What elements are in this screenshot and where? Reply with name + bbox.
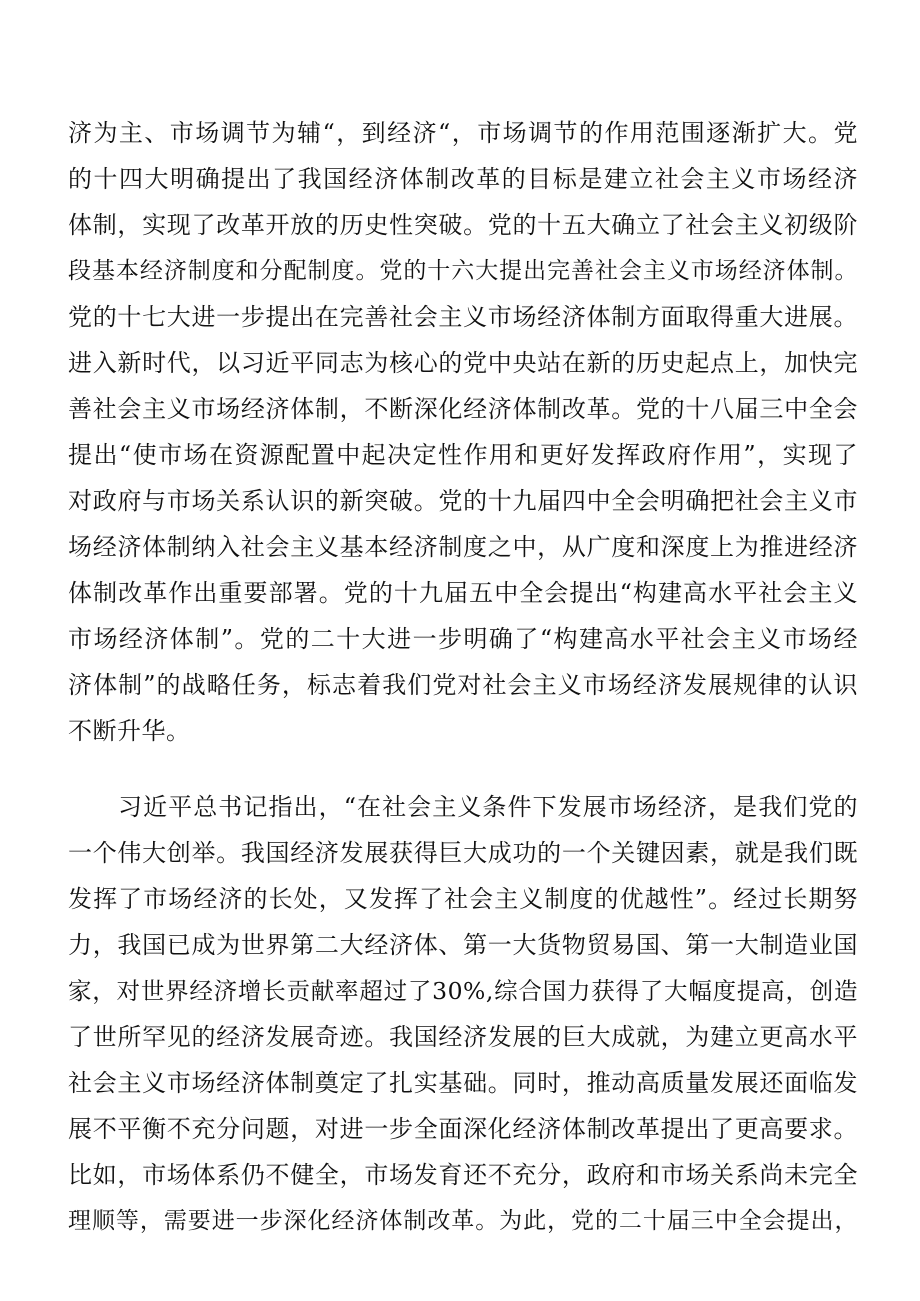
text-line: 家，对世界经济增长贡献率超过了30%,综合国力获得了大幅度提高，创造 <box>68 977 858 1005</box>
text-line: 场经济体制纳入社会主义基本经济制度之中，从广度和深度上为推进经济 <box>68 533 858 561</box>
text-line: 了世所罕见的经济发展奇迹。我国经济发展的巨大成就，为建立更高水平 <box>68 1023 858 1051</box>
text-line: 济为主、市场调节为辅“，到经济“，市场调节的作用范围逐渐扩大。党 <box>68 119 858 147</box>
text-line: 力，我国已成为世界第二大经济体、第一大货物贸易国、第一大制造业国 <box>68 931 858 959</box>
text-line: 段基本经济制度和分配制度。党的十六大提出完善社会主义市场经济体制。 <box>68 258 858 284</box>
text-line: 进入新时代，以习近平同志为核心的党中央站在新的历史起点上，加快完 <box>68 349 858 377</box>
text-line: 体制，实现了改革开放的历史性突破。党的十五大确立了社会主义初级阶 <box>68 211 858 239</box>
text-line: 理顺等，需要进一步深化经济体制改革。为此，党的二十届三中全会提出， <box>68 1208 858 1234</box>
text-line: 市场经济体制”。党的二十大进一步明确了“构建高水平社会主义市场经 <box>68 625 858 653</box>
text-line: 提出“使市场在资源配置中起决定性作用和更好发挥政府作用”，实现了 <box>68 441 858 469</box>
text-line: 一个伟大创举。我国经济发展获得巨大成功的一个关键因素，就是我们既 <box>68 839 858 867</box>
document-body <box>68 110 858 1244</box>
text-line: 发挥了市场经济的长处，又发挥了社会主义制度的优越性”。经过长期努 <box>68 885 858 913</box>
text-line: 的十四大明确提出了我国经济体制改革的目标是建立社会主义市场经济 <box>68 165 858 193</box>
text-line: 比如，市场体系仍不健全，市场发育还不充分，政府和市场关系尚未完全 <box>68 1161 858 1189</box>
text-line: 习近平总书记指出，“在社会主义条件下发展市场经济，是我们党的 <box>118 793 858 821</box>
text-line: 不断升华。 <box>68 717 191 745</box>
paragraph-1 <box>68 110 858 754</box>
text-line: 展不平衡不充分问题，对进一步全面深化经济体制改革提出了更高要求。 <box>68 1115 858 1143</box>
text-line: 善社会主义市场经济体制，不断深化经济体制改革。党的十八届三中全会 <box>68 395 858 423</box>
paragraph-spacer <box>68 754 858 784</box>
text-line: 社会主义市场经济体制奠定了扎实基础。同时，推动高质量发展还面临发 <box>68 1069 858 1097</box>
text-line: 对政府与市场关系认识的新突破。党的十九届四中全会明确把社会主义市 <box>68 487 858 515</box>
text-line: 济体制”的战略任务，标志着我们党对社会主义市场经济发展规律的认识 <box>68 671 858 699</box>
text-line: 体制改革作出重要部署。党的十九届五中全会提出“构建高水平社会主义 <box>68 579 858 607</box>
text-line: 党的十七大进一步提出在完善社会主义市场经济体制方面取得重大进展。 <box>68 303 858 331</box>
paragraph-2 <box>68 784 858 1244</box>
